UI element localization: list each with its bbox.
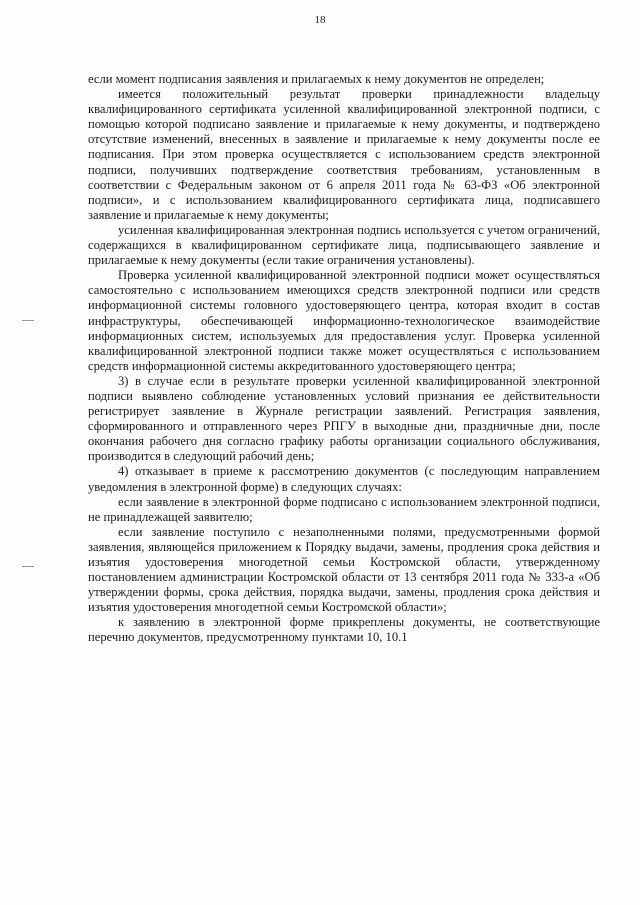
paragraph: 3) в случае если в результате проверки усиленной квалифицированной электронной подписи выявлено соблюдение установленных условий признания ее действительности регистрирует заявление в Журнале регистрации заявлений. Регистрация заявления, сформированного и отправленного через РПГУ в выходные дни, праздничные дни, после окончания рабочего дня согласно графику работы организации социального обслуживания, производится в следующий рабочий день;: [88, 373, 600, 464]
paragraph: если заявление в электронной форме подписано с использованием электронной подписи, не принадлежащей заявителю;: [88, 494, 600, 524]
paragraph: 4) отказывает в приеме к рассмотрению документов (с последующим направлением уведомления в электронной форме) в следующих случаях:: [88, 464, 600, 494]
paragraph: усиленная квалифицированная электронная подпись используется с учетом ограничений, содержащихся в квалифицированном сертификате лица, подписывающего заявление и прилагаемые к нему документы (если такие ограничения установлены).: [88, 222, 600, 268]
paragraph: к заявлению в электронной форме прикреплены документы, не соответствующие перечню документов, предусмотренному пунктами 10, 10.1: [88, 615, 600, 645]
document-body: [88, 72, 600, 646]
paragraph: если заявление поступило с незаполненными полями, предусмотренными формой заявления, являющейся приложением к Порядку выдачи, замены, продления срока действия и изъятия удостоверения многодетной семьи Костромской области, утвержденному постановлением администрации Костромской области от 13 сентября 2011 года № 333-а «Об утверждении формы, срока действия, порядка выдачи, замены, продления срока действия и изъятия удостоверения многодетной семьи Костромской области»;: [88, 524, 600, 615]
page-number: 18: [314, 14, 326, 26]
paragraph: Проверка усиленной квалифицированной электронной подписи может осуществляться самостоятельно с использованием имеющихся средств электронной подписи или средств информационной системы головного удостоверяющего центра, которая входит в состав инфраструктуры, обеспечивающей информационно-технологическое взаимодействие информационных систем, используемых для предоставления услуг. Проверка усиленной квалифицированной электронной подписи также может осуществляться с использованием средств информационной системы аккредитованного удостоверяющего центра;: [88, 268, 600, 373]
paragraph: имеется положительный результат проверки принадлежности владельцу квалифицированного сертификата усиленной квалифицированной электронной подписи, с помощью которой подписано заявление и прилагаемые к нему документы, и подтверждено отсутствие изменений, внесенных в заявление и прилагаемые к нему документы после ее подписания. При этом проверка осуществляется с использованием средств электронной подписи, получивших подтверждение соответствия требованиям, установленным в соответствии с Федеральным законом от 6 апреля 2011 года № 63-ФЗ «Об электронной подписи», и с использованием квалифицированного сертификата лица, подписавшего заявление и прилагаемые к нему документы;: [88, 87, 600, 222]
scan-mark: [22, 320, 34, 321]
scan-mark: [22, 566, 34, 567]
paragraph: если момент подписания заявления и прилагаемых к нему документов не определен;: [88, 72, 545, 86]
